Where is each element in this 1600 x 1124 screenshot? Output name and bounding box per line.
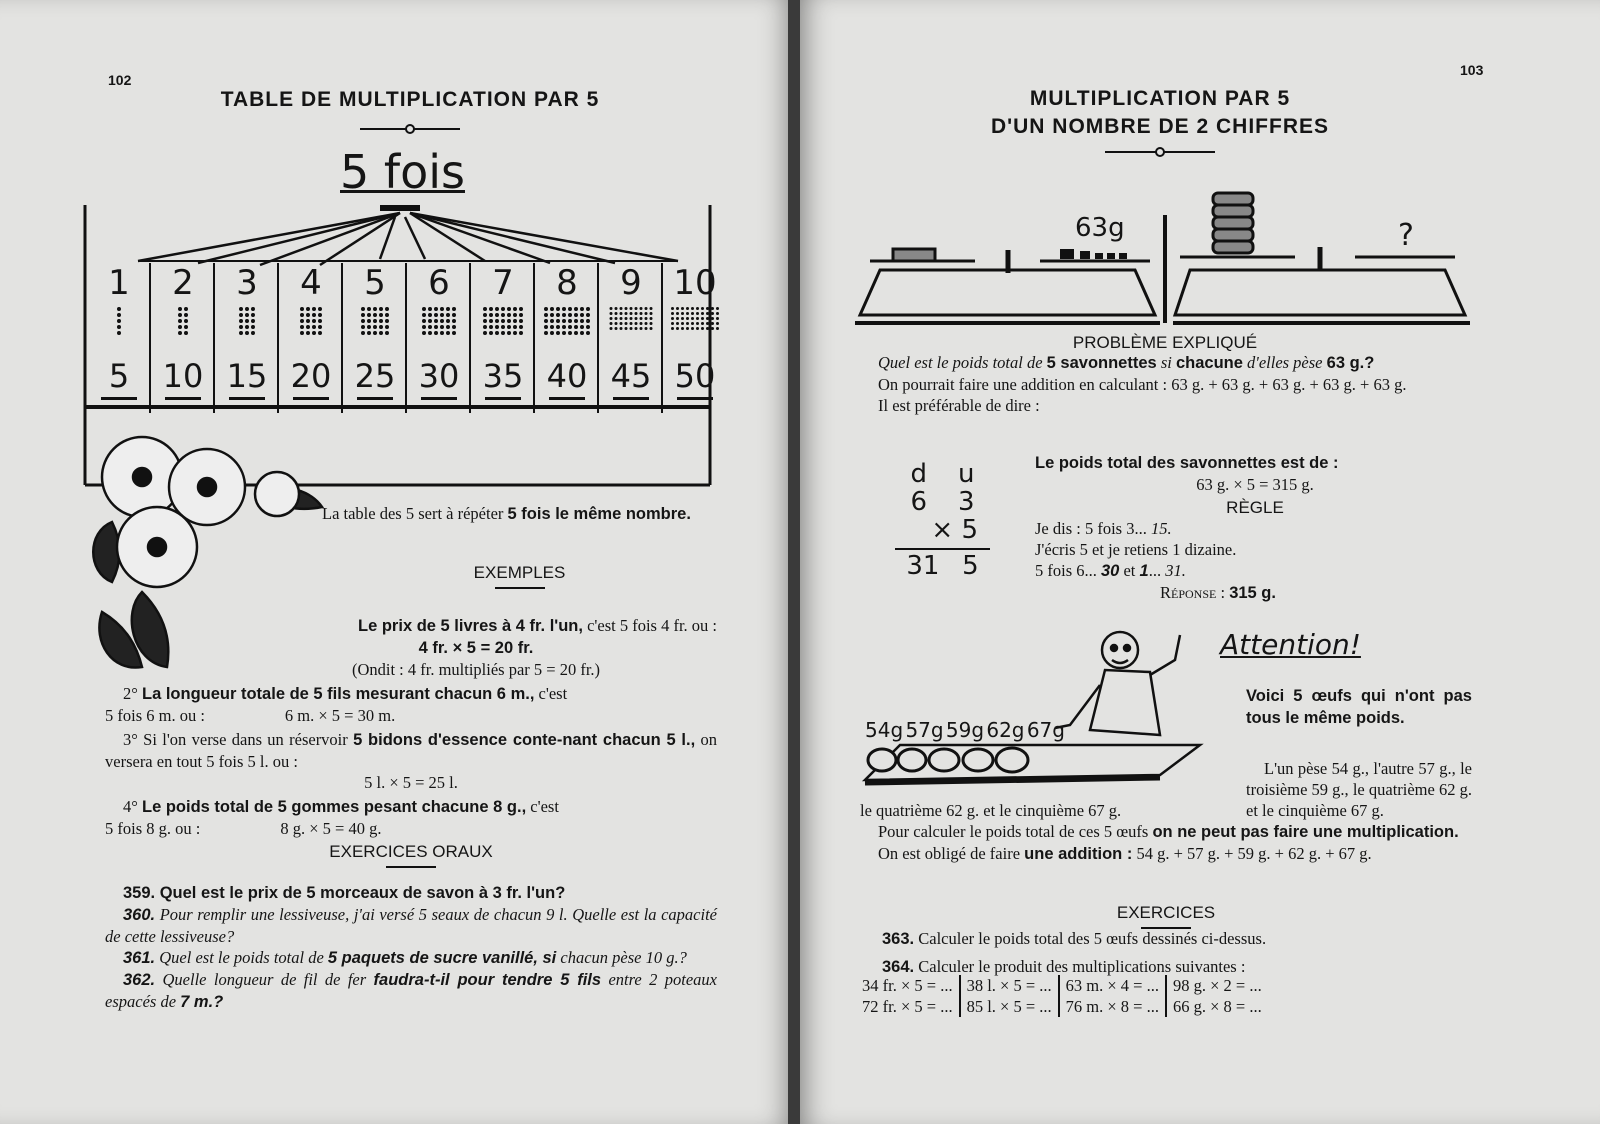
title-ornament-left (360, 128, 460, 130)
table-column: 4 20 (277, 263, 343, 413)
egg-weight: 62g (986, 718, 1025, 742)
attention-text: Voici 5 œufs qui n'ont pas tous le même poids. (1246, 687, 1472, 727)
right-page (800, 0, 1600, 1124)
scale-question-mark: ? (1398, 218, 1414, 253)
table-column: 5 25 (341, 263, 407, 413)
table-column: 2 10 (149, 263, 215, 413)
table-column: 6 30 (405, 263, 471, 413)
problem-heading: PROBLÈME EXPLIQUÉ (1072, 333, 1258, 352)
table-column: 10 50 (661, 263, 727, 413)
attention-text-2: L'un pèse 54 g., l'autre 57 g., le troisième 59 g., le quatrième 62 g. et le cinquième 67 g. (1246, 759, 1472, 820)
explanation-block: Le poids total des savonnettes est de : 63 g. × 5 = 315 g. RÈGLE Je dis : 5 fois 3... 15. J'écris 5 et je retiens 1 dizaine. 5 fois 6... 30 et 1... 31. Réponse : 315 g. (1035, 454, 1339, 602)
examples-heading: EXEMPLES (322, 563, 717, 589)
oral-exercises-heading: EXERCICES ORAUX (105, 842, 717, 868)
scale-weight-label: 63g (1075, 213, 1125, 243)
page-title-right: MULTIPLICATION PAR 5 D'UN NOMBRE DE 2 CHIFFRES (990, 87, 1329, 138)
exercises-list: 363. Calculer le poids total des 5 œufs dessinés ci-dessus. 364. Calculer le produit des multiplications suivantes : (882, 929, 1267, 976)
left-page (0, 0, 792, 1124)
page-number-right: 103 (1460, 62, 1484, 78)
attention-followup: le quatrième 62 g. et le cinquième 67 g. Pour calculer le poids total de ces 5 œufs on ne peut pas faire une multiplication. On est obligé de faire une addition : 54 g. + 57 g. + 59 g. + 62 g. + 67 g. (860, 801, 1459, 863)
table-row: 34 fr. × 5 = ... 38 l. × 5 = ... 63 m. × 4 = ... 98 g. × 2 = ... (856, 975, 1268, 996)
table-column: 9 45 (597, 263, 663, 413)
exercises-heading: EXERCICES (860, 903, 1472, 929)
egg-weights (865, 718, 1065, 742)
egg-weight: 67g (1026, 718, 1065, 742)
eggs-teacher-illustration (860, 620, 1210, 800)
problem-statement: Quel est le poids total de 5 savonnettes si chacune d'elles pèse 63 g.? On pourrait faire une addition en calculant : 63 g. + 63 g. + 63 g. + 63 g. + 63 g. Il est préférable de dire : (878, 353, 1407, 415)
table-row: 72 fr. × 5 = ... 85 l. × 5 = ... 76 m. × 8 = ... 66 g. × 8 = ... (856, 996, 1268, 1017)
page-title-left: TABLE DE MULTIPLICATION PAR 5 (220, 88, 600, 111)
egg-weight: 54g (865, 718, 904, 742)
table-column: 8 40 (533, 263, 599, 413)
title-ornament-right (1105, 151, 1215, 153)
egg-weight: 59g (945, 718, 985, 742)
table-column: 7 35 (469, 263, 535, 413)
page-number-left: 102 (108, 72, 132, 88)
egg-weight: 57g (905, 718, 944, 742)
examples-block: Le prix de 5 livres à 4 fr. l'un, c'est 5 fois 4 fr. ou : 4 fr. × 5 = 20 fr. (Ondit : 4 fr. multipliés par 5 = 20 fr.) 2° La longueur totale de 5 fils mesurant chacun 6 m., c'est 5 fois 6 m. ou : 6 m. × 5 = 30 m. 3° Si l'on verse dans un réservoir 5 bidons d'essence conte-nant chacun 5 l., on versera en tout 5 fois 5 l. ou : 5 l. × 5 = 25 l. 4° Le poids total de 5 gommes pesant chacune 8 g., c'est 5 fois 8 g. ou : 8 g. × 5 = 40 g. (105, 616, 717, 838)
table-column: 3 15 (213, 263, 279, 413)
column-multiplication: d u 6 3 × 5 31 5 (895, 460, 990, 580)
attention-label: Attention! (1220, 628, 1361, 661)
intro-text: La table des 5 sert à répéter 5 fois le même nombre. (322, 504, 691, 523)
scales-illustration (855, 185, 1475, 330)
fois-label: 5 fois (340, 145, 465, 199)
table-column: 1 5 (87, 263, 151, 413)
oral-exercises: 359. Quel est le prix de 5 morceaux de savon à 3 fr. l'un? 360. Pour remplir une lessiveuse, j'ai versé 5 seaux de chacun 9 l. Quelle est la capacité de cette lessiveuse? 361. Quel est le poids total de 5 paquets de sucre vanillé, si chacun pèse 10 g.? 362. Quelle longueur de fil de fer faudra-t-il pour tendre 5 fils entre 2 poteaux espacés de 7 m.? (105, 884, 717, 1011)
operations-table (856, 975, 1268, 1017)
